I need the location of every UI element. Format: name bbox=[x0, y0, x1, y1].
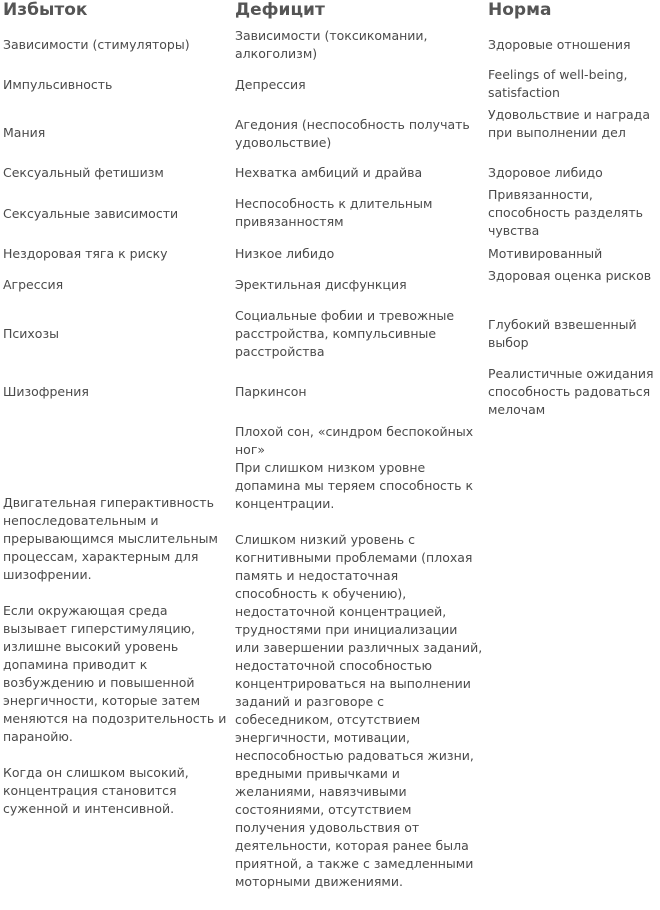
cell-excess-2: Импульсивность bbox=[3, 77, 113, 92]
cell-norm-1: Здоровые отношения bbox=[488, 37, 631, 52]
cell-excess-1: Зависимости (стимуляторы) bbox=[3, 37, 190, 52]
cell-deficit-2: Депрессия bbox=[235, 77, 306, 92]
cell-deficit-4: Нехватка амбиций и драйва bbox=[235, 165, 423, 180]
deficit-description-2: Слишком низкий уровень с когнитивными проблемами (плохая память и недостаточная способность к обучению), недостаточной концентрацией, трудностями при инициализации или завершении различных заданий, недостаточной способностью концентрироваться на выполнении заданий и разговоре с собеседником, отсутствием энергичности, мотивации, неспособностью радоваться жизни, вредными привычками и желаниями, навязчивыми состояниями, отсутствием получения удовольствия от деятельности, которая ранее была приятной, а также с замедленными моторными движениями. bbox=[235, 532, 483, 889]
cell-deficit-9: Паркинсон bbox=[235, 384, 307, 399]
cell-deficit-5: Неспособность к длительным привязанностям bbox=[235, 196, 433, 229]
cell-norm-2: Feelings of well-being, satisfaction bbox=[488, 67, 628, 100]
cell-deficit-1: Зависимости (токсикомании, алкоголизм) bbox=[235, 28, 428, 61]
header-excess: Избыток bbox=[3, 0, 88, 20]
cell-excess-7: Агрессия bbox=[3, 277, 64, 292]
cell-excess-8: Психозы bbox=[3, 326, 59, 341]
cell-excess-9: Шизофрения bbox=[3, 384, 89, 399]
cell-norm-3: Удовольствие и награда при выполнении дел bbox=[488, 107, 650, 140]
cell-deficit-8: Социальные фобии и тревожные расстройства, компульсивные расстройства bbox=[235, 308, 455, 359]
cell-norm-5: Привязанности, способность разделять чувства bbox=[488, 187, 643, 238]
cell-norm-9: Реалистичные ожидания способность радоваться мелочам bbox=[488, 366, 654, 417]
header-norm: Норма bbox=[488, 0, 552, 20]
cell-deficit-6: Низкое либидо bbox=[235, 246, 335, 261]
cell-excess-5: Сексуальные зависимости bbox=[3, 206, 179, 221]
cell-excess-4: Сексуальный фетишизм bbox=[3, 165, 164, 180]
cell-norm-6: Мотивированный bbox=[488, 246, 603, 261]
deficit-description-1: Плохой сон, «синдром беспокойных ног» При слишком низком уровне допамина мы теряем способность к концентрации. bbox=[235, 424, 474, 511]
cell-norm-4: Здоровое либидо bbox=[488, 165, 603, 180]
cell-excess-3: Мания bbox=[3, 125, 46, 140]
cell-norm-8: Глубокий взвешенный выбор bbox=[488, 317, 637, 350]
excess-description: Двигательная гиперактивность непоследовательным и прерывающимся мыслительным процессам, характерным для шизофрении. Если окружающая среда вызывает гиперстимуляцию, излишне высокий уровень допамина приводит к возбуждению и повышенной энергичности, которые затем меняются на подозрительность и паранойю. Когда он слишком высокий, концентрация становится суженной и интенсивной. bbox=[3, 495, 227, 816]
cell-excess-6: Нездоровая тяга к риску bbox=[3, 246, 168, 261]
header-deficit: Дефицит bbox=[235, 0, 325, 20]
cell-norm-7: Здоровая оценка рисков bbox=[488, 268, 652, 283]
cell-deficit-3: Агедония (неспособность получать удовольствие) bbox=[235, 117, 470, 150]
cell-deficit-7: Эректильная дисфункция bbox=[235, 277, 407, 292]
